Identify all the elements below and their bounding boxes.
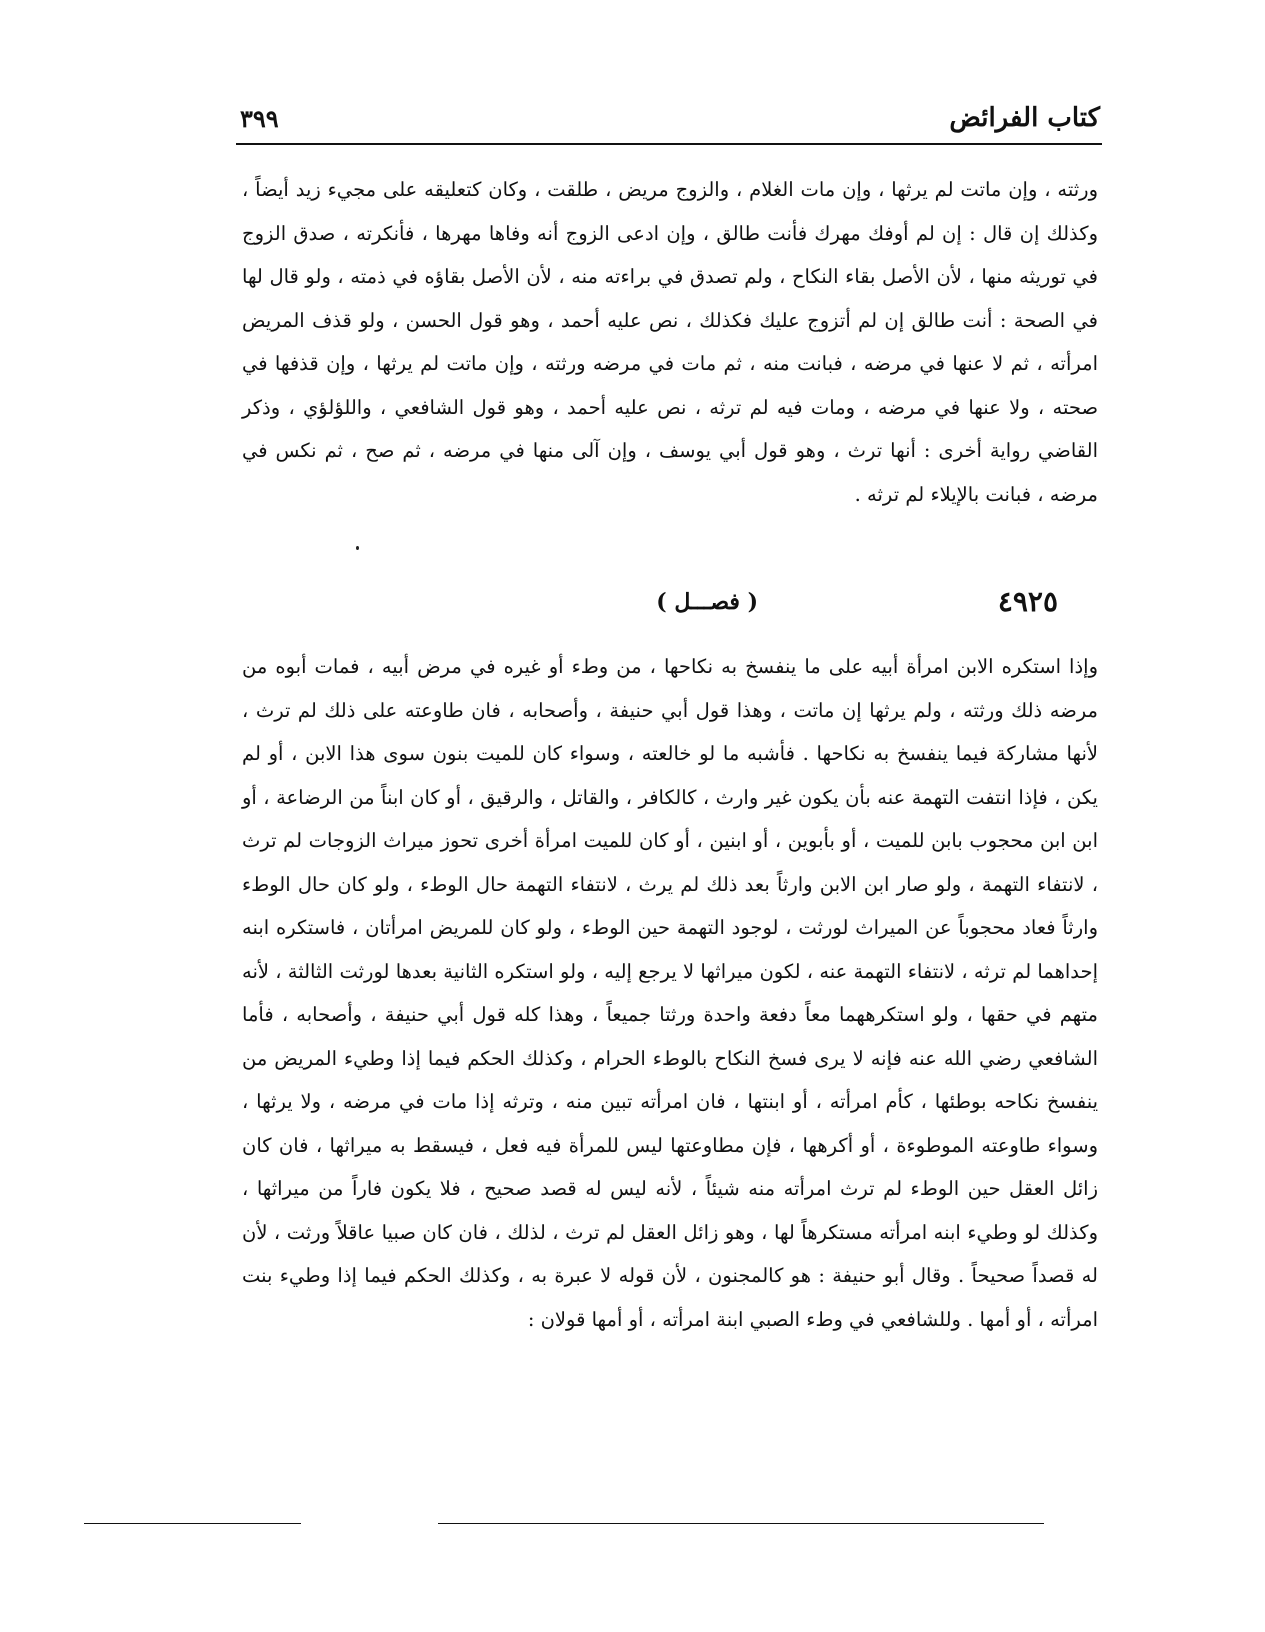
footnote-rule-right (438, 1523, 1044, 1524)
paragraph-2: وإذا استكره الابن امرأة أبيه على ما ينفسخ به نكاحها ، من وطء أو غيره في مرض أبيه ، فمات أبوه من مرضه ذلك ورثته ، ولم يرثها إن ماتت ، وهذا قول أبي حنيفة ، وأصحابه ، فان طاوعته على ذلك لم ترث ، لأنها مشاركة فيما ينفسخ به نكاحها . فأشبه ما لو خالعته ، وسواء كان للميت بنون سوى هذا الابن ، أو لم يكن ، فإذا انتفت التهمة عنه بأن يكون غير وارث ، كالكافر ، والقاتل ، والرقيق ، أو كان ابناً من الرضاعة ، أو ابن ابن محجوب بابن للميت ، أو بأبوين ، أو ابنين ، أو كان للميت امرأة أخرى تحوز ميراث الزوجات لم ترث ، لانتفاء التهمة ، ولو صار ابن الابن وارثاً بعد ذلك لم يرث ، لانتفاء التهمة حال الوطء ، ولو كان حال الوطء وارثاً فعاد محجوباً عن الميراث لورثت ، لوجود التهمة حين الوطء ، ولو كان للمريض امرأتان ، فاستكره ابنه إحداهما لم ترثه ، لانتفاء التهمة عنه ، لكون ميراثها لا يرجع إليه ، ولو استكره الثانية بعدها لورثت الثالثة ، لأنه متهم في حقها ، ولو استكرههما معاً دفعة واحدة ورثتا جميعاً ، وهذا كله قول أبي حنيفة ، وأصحابه ، فأما الشافعي رضي الله عنه فإنه لا يرى فسخ النكاح بالوطء الحرام ، وكذلك الحكم فيما إذا وطيء المريض من ينفسخ نكاحه بوطئها ، كأم امرأته ، أو ابنتها ، فان امرأته تبين منه ، وترثه إذا مات في مرضه ، ولا يرثها ، وسواء طاوعته الموطوءة ، أو أكرهها ، فإن مطاوعتها ليس للمرأة فيه فعل ، فيسقط به ميراثها ، فان كان زائل العقل حين الوطء لم ترث امرأته منه شيئاً ، لأنه ليس له قصد صحيح ، فلا يكون فاراً من ميراثها ، وكذلك لو وطيء ابنه امرأته مستكرهاً لها ، وهو زائل العقل لم ترث ، لذلك ، فان كان صبيا عاقلاً ورثت ، لأن له قصداً صحيحاً . وقال أبو حنيفة : هو كالمجنون ، لأن قوله لا عبرة به ، وكذلك الحكم فيما إذا وطيء بنت امرأته ، أو أمها . وللشافعي في وطء الصبي ابنة امرأته ، أو أمها قولان : (242, 655, 1099, 1331)
paragraph-1: ورثته ، وإن ماتت لم يرثها ، وإن مات الغلام ، والزوج مريض ، طلقت ، وكان كتعليقه على مجيء زيد أيضاً ، وكذلك إن قال : إن لم أوفك مهرك فأنت طالق ، وإن ادعى الزوج أنه وفاها مهرها ، فأنكرته ، صدق الزوج في توريثه منها ، لأن الأصل بقاء النكاح ، ولم تصدق في براءته منه ، لأن الأصل بقاؤه في ذمته ، ولو قال لها في الصحة : أنت طالق إن لم أتزوج عليك فكذلك ، نص عليه أحمد ، وهو قول الحسن ، ولو قذف المريض امرأته ، ثم لا عنها في مرضه ، فبانت منه ، ثم مات في مرضه ورثته ، وإن ماتت لم يرثها ، وإن قذفها في صحته ، ولا عنها في مرضه ، ومات فيه لم ترثه ، نص عليه أحمد ، وهو قول الشافعي ، واللؤلؤي ، وذكر القاضي رواية أخرى : أنها ترث ، وهو قول أبي يوسف ، وإن آلى منها في مرضه ، ثم صح ، ثم نكس في مرضه ، فبانت بالإيلاء لم ترثه . (242, 178, 1098, 506)
page-header (240, 98, 1100, 138)
footnote-rule-left (84, 1523, 301, 1524)
stray-mark (356, 546, 359, 550)
section-title: ( فصـــل ) (656, 589, 758, 615)
section-number: ٤٩٢٥ (997, 585, 1058, 618)
header-rule (236, 143, 1102, 145)
section-heading (242, 580, 1098, 624)
page-number: ٣٩٩ (240, 103, 279, 133)
running-title: كتاب الفرائض (949, 103, 1100, 133)
